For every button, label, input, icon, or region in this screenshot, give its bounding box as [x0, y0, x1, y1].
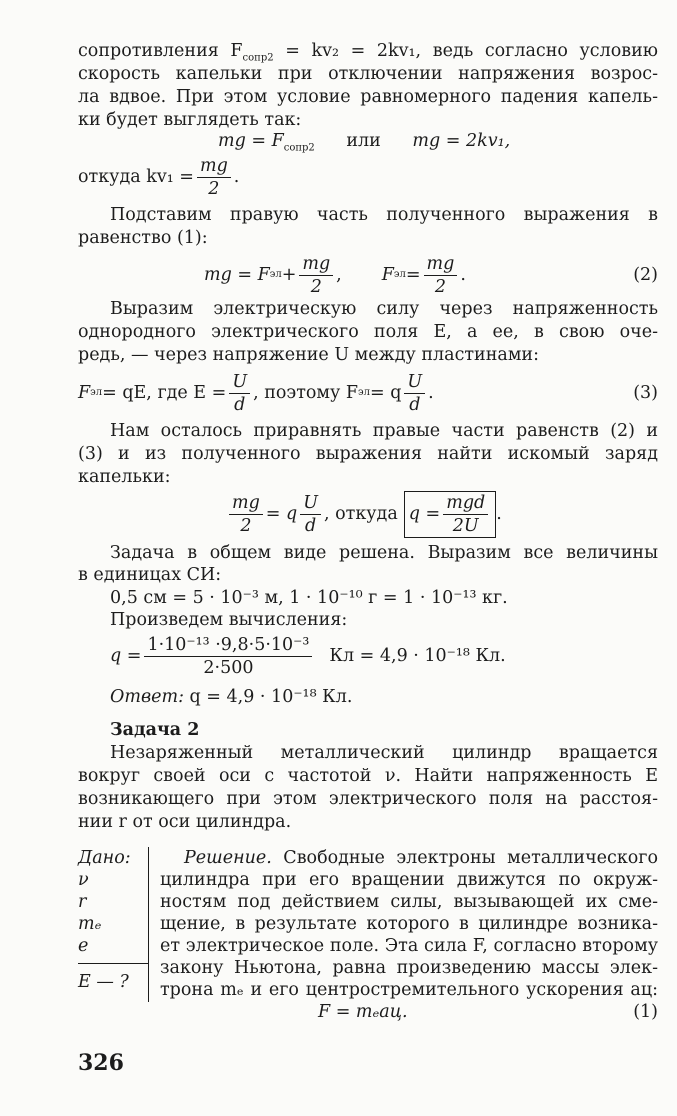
equation-number: (2) [633, 265, 658, 285]
fraction: $\frac{U}{d}$ [404, 371, 425, 416]
text-line: возникающего при этом электрического поля на расстоя- [78, 789, 658, 809]
given-block [78, 847, 149, 1002]
equation-1: F = mₑaц. (1) [318, 1002, 658, 1022]
text-line: нии r от оси цилиндра. [78, 812, 292, 832]
text-line: Решение. Свободные электроны металлического [184, 848, 658, 868]
page-number: 326 [78, 1050, 124, 1076]
text-line: равенство (1): [78, 228, 208, 248]
equation-3: F эл = qE, где E = $\frac{U}{d}$ , поэтому F эл = q $\frac{U}{d}$ . (3) [78, 371, 658, 415]
text-line: цилиндра при его вращении движутся по окруж- [160, 870, 658, 890]
given-item: mₑ [78, 914, 102, 934]
calculation: q = $\frac{\text{1·10⁻¹³ ·9,8·5·10⁻³}}{2\cdot 500}$ Кл = 4,9 · 10⁻¹⁸ Кл. [110, 634, 506, 678]
answer: Ответ: q = 4,9 · 10⁻¹⁸ Кл. [110, 687, 353, 707]
text-line: Незаряженный металлический цилиндр вращается [110, 743, 658, 763]
given-item: e [78, 936, 89, 956]
fraction: $\frac{mg}{2}$ [197, 155, 231, 200]
text-line: трона mₑ и его центростремительного ускорения aц: [160, 980, 658, 1000]
text-line: капельки: [78, 467, 171, 487]
equation-number: (3) [633, 383, 658, 403]
text-line: закону Ньютона, равна произведению массы элек- [160, 958, 658, 978]
equation-2: mg = F эл + $\frac{mg}{2}$ , F эл = $\frac{mg}{2}$ . (2) [204, 253, 658, 297]
text-line: ки будет выглядеть так: [78, 110, 302, 130]
equation-number: (1) [633, 1002, 658, 1022]
fraction: $\frac{U}{d}$ [300, 492, 321, 537]
equation: mg = $F_{сопр2}$ или mg = 2kv₁, [218, 131, 511, 154]
text-line: ла вдвое. При этом условие равномерного падения капель- [78, 87, 658, 107]
fraction: $\frac{U}{d}$ [229, 371, 250, 416]
equation: откуда kv₁ = $\frac{mg}{2}$ . [78, 155, 240, 199]
boxed-formula: q = $\frac{\text{mgd}}{2U}$ [404, 491, 496, 538]
task-title: Задача 2 [110, 720, 200, 740]
text-line: однородного электрического поля E, а ее, в свою оче- [78, 322, 658, 342]
text-line: 0,5 см = 5 · 10⁻³ м, 1 · 10⁻¹⁰ г = 1 · 10⁻¹³ кг. [110, 588, 508, 608]
text-line: вокруг своей оси с частотой ν. Найти напряженность E [78, 766, 658, 786]
given-find: E — ? [78, 972, 129, 992]
fraction: $\frac{mg}{2}$ [229, 492, 263, 537]
text-line: щение, в результате которого в цилиндре возника- [160, 914, 658, 934]
text-line: ет электрическое поле. Эта сила F, согласно второму [160, 936, 658, 956]
given-title: Дано: [78, 848, 131, 868]
given-item: ν [78, 870, 89, 890]
divider [78, 963, 148, 964]
fraction: $\frac{mg}{2}$ [424, 253, 458, 298]
fraction: $\frac{\text{mgd}}{2U}$ [443, 492, 488, 537]
text-line: в единицах СИ: [78, 565, 222, 585]
text-line: Подставим правую часть полученного выражения в [110, 205, 658, 225]
text-line: Выразим электрическую силу через напряженность [110, 299, 658, 319]
text-line: Нам осталось приравнять правые части равенств (2) и [110, 421, 658, 441]
text-line: скорость капельки при отключении напряжения возрос- [78, 64, 658, 84]
text-line: сопротивления $F_{сопр2} = kv_2 = 2kv_1$, ведь согласно условию [78, 41, 659, 64]
fraction: $\frac{\text{1·10⁻¹³ ·9,8·5·10⁻³}}{2\cdot 500}$ [144, 634, 312, 679]
text-line: (3) и из полученного выражения найти искомый заряд [78, 444, 658, 464]
text-line: Произведем вычисления: [110, 610, 348, 630]
text-line: ностям под действием силы, вызывающей их сме- [160, 892, 658, 912]
fraction: $\frac{mg}{2}$ [299, 253, 333, 298]
text-line: Задача в общем виде решена. Выразим все величины [110, 543, 658, 563]
text-line: редь, — через напряжение U между пластинами: [78, 345, 539, 365]
given-item: r [78, 892, 87, 912]
equation-result: $\frac{mg}{2}$ = q $\frac{U}{d}$ , откуда q = $\frac{\text{mgd}}{2U}$ . [78, 488, 658, 540]
